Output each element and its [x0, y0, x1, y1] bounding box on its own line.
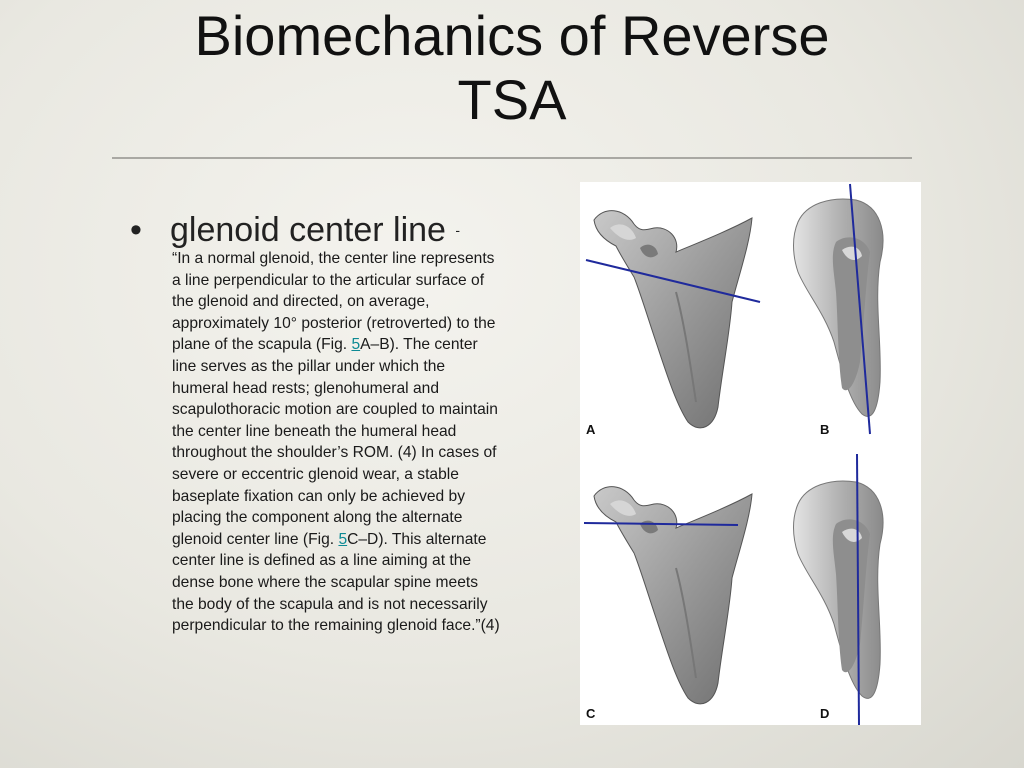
panel-label-d: D	[820, 706, 830, 721]
bullet-dash: -	[455, 222, 461, 238]
scapula-view-c	[584, 487, 752, 721]
panel-label-c: C	[586, 706, 596, 721]
scapula-view-b	[794, 184, 884, 437]
bullet-icon: •	[130, 211, 142, 249]
quote-part-3: C–D). This alternate center line is defined as a line aiming at the dense bone where the scapular spine meets the body of the scapula and is not necessarily perpendicular to the remaining glenoid face.”(4)	[172, 530, 500, 635]
quote-paragraph	[172, 248, 502, 637]
quote-part-2: A–B). The center line serves as the pillar under which the humeral head rests; glenohumeral and scapulothoracic motion are coupled to maintain the center line beneath the humeral head throughout the shoulder’s ROM. (4) In cases of severe or eccentric glenoid wear, a stable baseplate fixation can only be achieved by placing the component along the alternate glenoid center line (Fig.	[172, 336, 498, 548]
bullet-heading	[130, 208, 530, 252]
panel-label-b: B	[820, 422, 830, 437]
slide-title	[112, 4, 912, 132]
panel-label-a: A	[586, 422, 596, 437]
scapula-figure	[580, 182, 921, 725]
quote-part-1: “In a normal glenoid, the center line represents a line perpendicular to the articular surface of the glenoid and directed, on average, approximately 10° posterior (retroverted) to the plane of the scapula (Fig.	[172, 250, 496, 354]
scapula-view-a	[586, 211, 760, 437]
scapula-view-d	[794, 454, 884, 725]
title-line-1: Biomechanics of Reverse	[194, 4, 830, 67]
scapula-figure-svg	[580, 182, 921, 725]
figure-link-1[interactable]: 5	[351, 336, 361, 354]
title-divider	[112, 157, 912, 159]
figure-link-2[interactable]: 5	[338, 530, 348, 548]
bullet-heading-text: glenoid center line	[170, 211, 446, 249]
title-line-2: TSA	[457, 68, 567, 131]
